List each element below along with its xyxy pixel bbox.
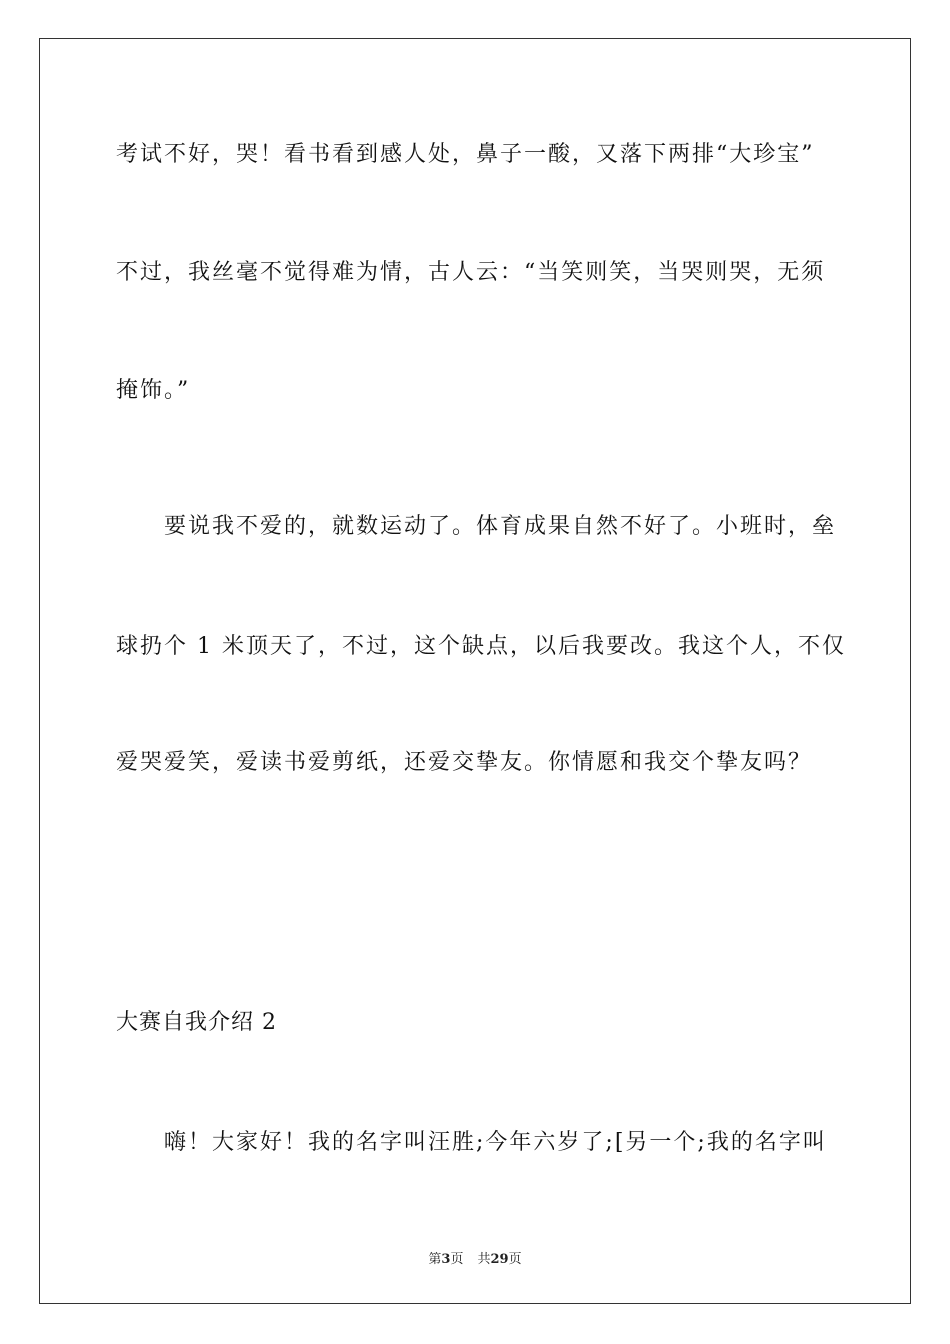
page-border	[39, 38, 911, 1304]
page-footer	[0, 1248, 950, 1267]
total-pages: 29	[490, 1252, 509, 1267]
text-line-6: 爱哭爱笑，爱读书爱剪纸，还爱交挚友。你情愿和我交个挚友吗？	[116, 750, 813, 775]
page-number: 3	[441, 1252, 451, 1267]
text-line-4: 要说我不爱的，就数运动了。体育成果自然不好了。小班时，垒	[164, 514, 837, 539]
section-heading: 大赛自我介绍 2	[116, 1010, 277, 1035]
paragraph-start: 嗨！大家好！我的名字叫汪胜;今年六岁了;[另一个;我的名字叫	[164, 1130, 827, 1155]
text-line-1: 考试不好，哭！看书看到感人处，鼻子一酸，又落下两排“大珍宝”	[116, 142, 815, 167]
page-prefix: 第	[428, 1252, 442, 1267]
total-prefix: 共	[477, 1252, 491, 1267]
text-line-5: 球扔个 1 米顶天了，不过，这个缺点，以后我要改。我这个人，不仅	[116, 634, 846, 659]
text-line-3: 掩饰。”	[116, 378, 191, 403]
page-suffix: 页	[450, 1252, 464, 1267]
total-suffix: 页	[508, 1252, 522, 1267]
text-line-2: 不过，我丝毫不觉得难为情，古人云：“当笑则笑，当哭则哭，无须	[116, 260, 826, 285]
